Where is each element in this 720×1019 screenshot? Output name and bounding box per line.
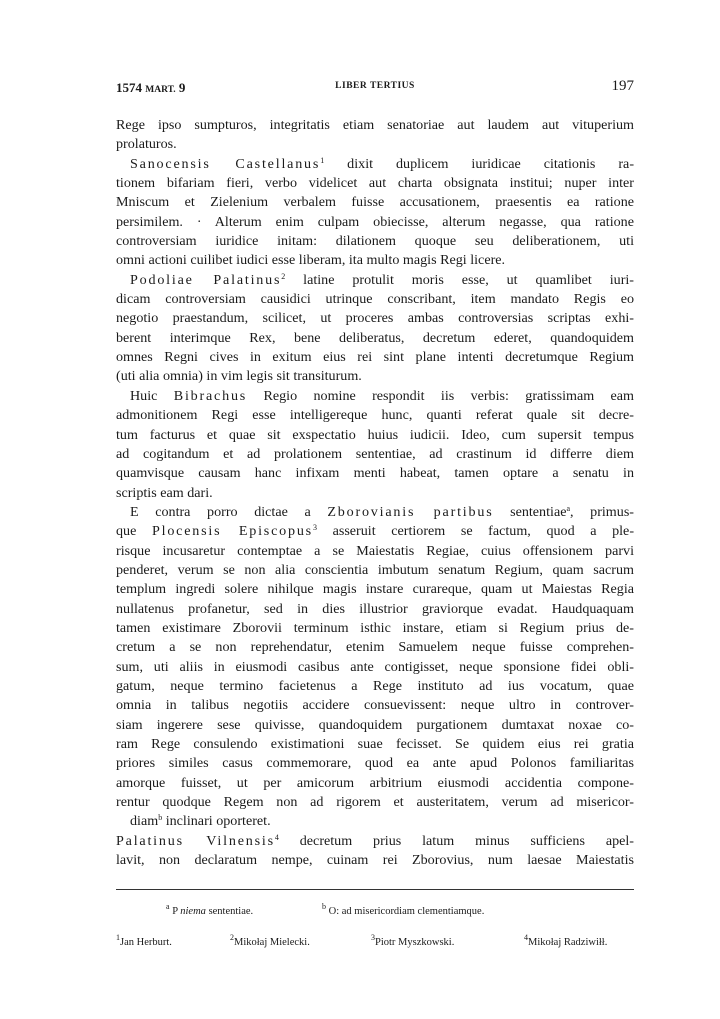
person-footnotes [116,933,634,951]
line-text: diam [130,813,159,830]
text-line [116,251,634,270]
text-line [116,232,634,251]
line-text: Huic [130,387,174,404]
line-text: admonitionem Regi esse intelligereque hunc, quanti referat quale sit decre- [116,407,634,424]
page-number: 197 [611,78,634,94]
text-line [116,696,634,715]
line-text: dicam controversiam causidici utrinque conscribant, item mandato Regis eo [116,291,634,308]
line-text: E contra porro dictae a [130,503,328,520]
line-text: (uti alia omnia) in vim legis sit transiturum. [116,368,362,385]
text-line [116,174,634,193]
text-line [116,348,634,367]
text-line [116,619,634,638]
text-line [116,677,634,696]
text-line [116,774,634,793]
line-text: tum facturus et quae sit exspectatio huius iudicii. Ideo, cum supersit tempus [116,426,634,443]
body-text [116,116,634,870]
footnote-4: $^4$ Mikołaj Radziwiłł. [524,933,608,948]
line-text: Regio nomine respondit iis verbis: gratissimam eam [247,387,634,404]
line-text: cretum a se non reprehendatur, etenim Samuelem neque fuisse comprehen- [116,639,634,656]
line-text: berent interimque Rex, bene deliberatus, decretum ederet, quandoquidem [116,329,634,346]
header-month: MART. [145,85,176,95]
speaker-name: Palatinus Vilnensis [116,832,275,849]
line-text: priores similes casus commemorare, quod ea ante apud Polonos familiaritas [116,755,634,772]
line-text: que [116,523,152,540]
text-line [116,638,634,657]
text-line [116,542,634,561]
line-text: negotio praestandum, scilicet, ut proceres ambas controversias scriptas exhi- [116,310,634,327]
text-line [116,503,634,522]
text-line [116,561,634,580]
line-text: omnes Regni cives in exitum eius rei sint plane intenti decretumque Regium [116,349,634,366]
text-line [116,754,634,773]
line-text: nullatenus profanetur, sed in dies illustrior graviorque evadat. Haudquaquam [116,600,634,617]
running-header [116,77,634,97]
line-text: ad cogitandum et ad prolationem sententiae, ad crastinum id differre diem [116,445,634,462]
text-line [116,851,634,870]
line-text: penderet, verum se non alia conscientia imbutum senatum Regium, quam sacrum [116,561,634,578]
speaker-name: Podoliae Palatinus [130,271,282,288]
header-day: 9 [178,80,186,95]
footnote-2: $^2$ Mikołaj Mielecki. [230,933,310,948]
line-text: templum ingredi solere nihilque magis instare curareque, quam ut Maiestas Regia [116,581,634,598]
footnote-marker: 2 [281,271,286,281]
text-line [116,387,634,406]
text-line [116,735,634,754]
line-text: lavit, non declaratum nempe, cuinam rei Zborovius, num laesae Maiestatis [116,852,634,869]
header-title: LIBER TERTIUS [335,81,415,91]
speaker-name: Bibrachus [173,387,248,404]
line-text: tamen existimare Zborovii terminum isthic instare, etiam si Regium prius de- [116,619,634,636]
line-text: dixit duplicem iuridicae citationis ra- [324,155,635,172]
variant-marker: a [566,503,571,513]
text-line [116,329,634,348]
text-line [116,793,634,812]
footnote-marker: 1 [320,155,325,165]
text-line [116,271,634,290]
line-text: rentur quodque Regem non ad rigorem et austeritatem, verum ad misericor- [116,794,634,811]
variant-note-b: $^b$ O: ad misericordiam clementiamque. [322,902,485,917]
text-line [116,832,634,851]
text-line [116,193,634,212]
line-text: sum, uti aliis in eiusmodi casibus ante contigisset, neque sponsione fidei obli- [116,658,634,675]
text-line [116,155,634,174]
line-text: ram Rege consulendo existimationi suae fecisset. Se quidem eius rei gratia [116,736,634,752]
footnote-rule [116,889,634,890]
line-text: omni actioni cuilibet iudici esse liberam, ita multo magis Regi licere. [116,252,506,269]
text-line [116,367,634,386]
text-line [116,290,634,309]
line-text: tionem bifariam fieri, verbo videlicet aut charta obsignata institui; nuper inter [116,175,634,192]
text-line [116,580,634,599]
line-text: decretum prius latum minus sufficiens apel- [278,832,634,849]
variant-notes [116,902,634,920]
footnote-marker: 4 [274,832,279,842]
line-text: amorque fuisset, ut per amicorum arbitrium eiusmodi accidentia compone- [116,774,634,791]
line-text: scriptis eam dari. [116,484,213,501]
footnote-marker: 3 [312,523,317,533]
speaker-name: Plocensis Episcopus [151,523,313,540]
line-text: sententiae [493,503,567,520]
text-line [116,213,634,232]
line-text: latine protulit moris esse, ut quamlibet iuri- [285,271,635,288]
line-text: Mniscum et Zielenium verbalem fuisse accusationem, praesentis ea ratione [116,194,634,211]
line-text: Rege ipso sumpturos, integritatis etiam senatoriae aut laudem aut vituperium [116,117,634,133]
text-line [116,426,634,445]
text-line [116,445,634,464]
line-text: siam ingerere sese quivisse, quandoquidem purgationem dumtaxat noxae co- [116,716,634,733]
text-line [116,464,634,483]
footnote-3: $^3$ Piotr Myszkowski. [371,933,455,948]
line-text: quamvisque causam hanc infixam menti habeat, tamen optare a senatu in [116,465,634,482]
line-text: inclinari oporteret. [162,813,271,830]
text-line [116,309,634,328]
text-line [116,484,634,503]
line-text: persimilem. · Alterum enim culpam obiecisse, alterum negasse, qua ratione [116,213,634,230]
speaker-name: Sanocensis Castellanus [130,155,321,172]
text-line [116,716,634,735]
line-text: omnia in talibus negotiis accidere consuevissent: neque ultro in controver- [116,697,634,714]
text-line [116,600,634,619]
line-text: prolaturos. [116,136,177,153]
text-line [116,116,634,135]
variant-note-a: $^a$ P niema sententiae. [166,902,254,917]
text-line [116,658,634,677]
line-text: controversiam iuridice initam: dilationem quoque seu deliberationem, uti [116,233,634,250]
speaker-name: Zborovianis partibus [327,503,494,520]
header-year: 1574 [116,80,142,95]
variant-marker: b [158,813,163,823]
line-text: , primus- [570,503,634,520]
text-line [116,812,634,831]
text-line [116,135,634,154]
line-text: gatum, neque termino facietenus a Rege instituto ad ius vocatum, quae [116,677,634,694]
line-text: risque incusaretur contemptae a se Maiestatis Regiae, cuius offensionem parvi [116,542,634,559]
text-line [116,406,634,425]
footnote-1: $^1$ Jan Herburt. [116,933,172,948]
line-text: asseruit certiorem se factum, quod a ple- [316,523,635,540]
text-line [116,522,634,541]
